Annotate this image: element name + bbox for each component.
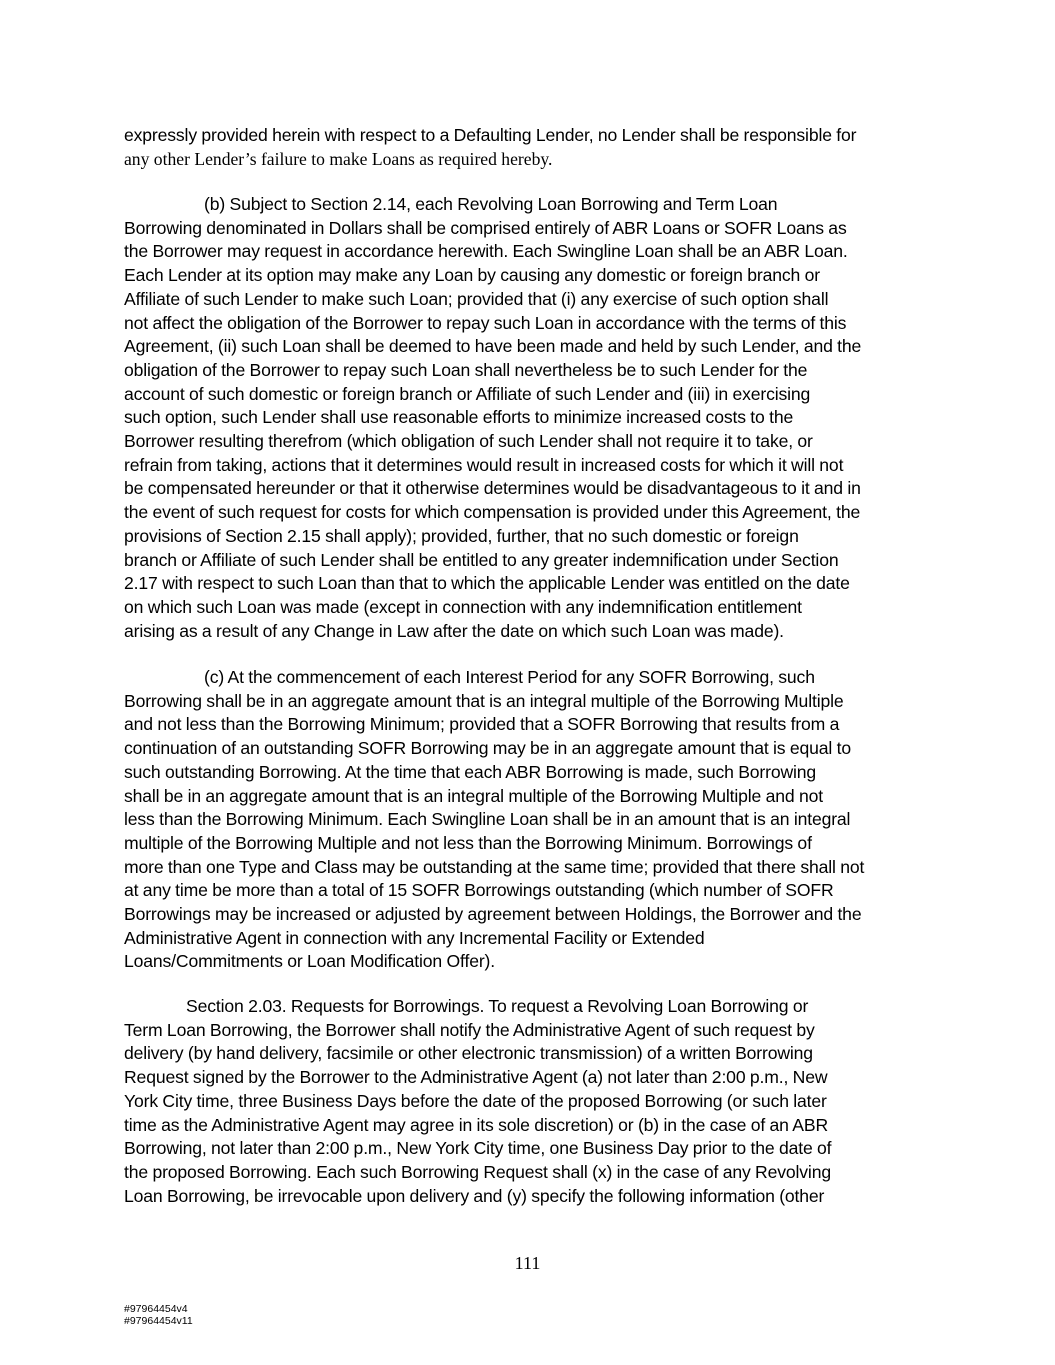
page-number: 111	[514, 1253, 541, 1273]
text-line: provisions of Section 2.15 shall apply); provided, further, that no such domestic or foreign	[124, 525, 799, 546]
text-line: (b) Subject to Section 2.14, each Revolving Loan Borrowing and Term Loan	[204, 194, 778, 214]
text-line: on which such Loan was made (except in connection with any indemnification entitlement	[124, 596, 802, 617]
text-line: obligation of the Borrower to repay such Loan shall nevertheless be to such Lender for the	[124, 359, 808, 380]
text-line: Agreement, (ii) such Loan shall be deemed to have been made and held by such Lender, and the	[124, 336, 862, 357]
text-line: Borrower resulting therefrom (which obligation of such Lender shall not require it to take, or	[124, 431, 813, 452]
text-line: Term Loan Borrowing, the Borrower shall notify the Administrative Agent of such request by	[124, 1019, 815, 1040]
text-line: the Borrower may request in accordance herewith. Each Swingline Loan shall be an ABR Loan.	[124, 241, 848, 262]
text-line: (c) At the commencement of each Interest Period for any SOFR Borrowing, such	[204, 667, 815, 687]
text-line: more than one Type and Class may be outstanding at the same time; provided that there shall not	[124, 856, 865, 877]
paragraph-b	[124, 193, 932, 643]
text-line: not affect the obligation of the Borrower to repay such Loan in accordance with the terms of this	[124, 312, 847, 333]
document-ids	[124, 1303, 193, 1327]
text-line: such option, such Lender shall use reasonable efforts to minimize increased costs to the	[124, 407, 794, 428]
doc-id: #97964454v11	[124, 1315, 193, 1327]
text-line: be compensated hereunder or that it otherwise determines would be disadvantageous to it and in	[124, 478, 861, 499]
text-line: time as the Administrative Agent may agree in its sole discretion) or (b) in the case of an ABR	[124, 1114, 828, 1135]
text-line: Loans/Commitments or Loan Modification Offer).	[124, 951, 495, 972]
text-line: Borrowing denominated in Dollars shall be comprised entirely of ABR Loans or SOFR Loans as	[124, 217, 847, 238]
text-line: Borrowing, not later than 2:00 p.m., New York City time, one Business Day prior to the date of	[124, 1138, 832, 1159]
section-heading-line: Section 2.03. Requests for Borrowings. To request a Revolving Loan Borrowing or	[186, 996, 809, 1016]
section-2-03	[124, 995, 932, 1208]
text-line: branch or Affiliate of such Lender shall be entitled to any greater indemnification under Section	[124, 549, 839, 570]
text-line: Borrowing shall be in an aggregate amount that is an integral multiple of the Borrowing Multiple	[124, 690, 844, 711]
text-line: arising as a result of any Change in Law after the date on which such Loan was made).	[124, 620, 784, 641]
text-line: delivery (by hand delivery, facsimile or other electronic transmission) of a written Borrowing	[124, 1043, 813, 1064]
text-line: Loan Borrowing, be irrevocable upon delivery and (y) specify the following information (other	[124, 1185, 825, 1206]
doc-id: #97964454v4	[124, 1303, 188, 1315]
text-line: continuation of an outstanding SOFR Borrowing may be in an aggregate amount that is equal to	[124, 738, 851, 759]
text-line: shall be in an aggregate amount that is an integral multiple of the Borrowing Multiple and not	[124, 785, 823, 806]
text-line: refrain from taking, actions that it determines would result in increased costs for which it will not	[124, 454, 844, 475]
text-line: Affiliate of such Lender to make such Loan; provided that (i) any exercise of such option shall	[124, 288, 829, 309]
text-line: York City time, three Business Days before the date of the proposed Borrowing (or such later	[124, 1090, 827, 1111]
text-line: Borrowings may be increased or adjusted by agreement between Holdings, the Borrower and the	[124, 904, 862, 925]
text-line: the proposed Borrowing. Each such Borrowing Request shall (x) in the case of any Revolving	[124, 1161, 831, 1182]
paragraph-intro	[124, 124, 932, 171]
text-line: less than the Borrowing Minimum. Each Swingline Loan shall be in an amount that is an integral	[124, 809, 851, 830]
text-line: multiple of the Borrowing Multiple and not less than the Borrowing Minimum. Borrowings of	[124, 832, 812, 853]
text-line: such outstanding Borrowing. At the time that each ABR Borrowing is made, such Borrowing	[124, 761, 817, 782]
text-line: expressly provided herein with respect to a Defaulting Lender, no Lender shall be responsible for	[124, 125, 857, 145]
text-line: 2.17 with respect to such Loan than that to which the applicable Lender was entitled on the date	[124, 573, 850, 594]
text-line: at any time be more than a total of 15 SOFR Borrowings outstanding (which number of SOFR	[124, 880, 834, 901]
text-line: Each Lender at its option may make any Loan by causing any domestic or foreign branch or	[124, 265, 820, 286]
text-line: any other Lender’s failure to make Loans as required hereby.	[124, 148, 553, 169]
text-line: account of such domestic or foreign branch or Affiliate of such Lender and (iii) in exercising	[124, 383, 811, 404]
paragraph-c	[124, 666, 932, 974]
text-line: the event of such request for costs for which compensation is provided under this Agreement, the	[124, 502, 861, 523]
text-line: and not less than the Borrowing Minimum; provided that a SOFR Borrowing that results from a	[124, 714, 840, 735]
text-line: Request signed by the Borrower to the Administrative Agent (a) not later than 2:00 p.m., New	[124, 1067, 828, 1088]
text-line: Administrative Agent in connection with any Incremental Facility or Extended	[124, 927, 705, 948]
